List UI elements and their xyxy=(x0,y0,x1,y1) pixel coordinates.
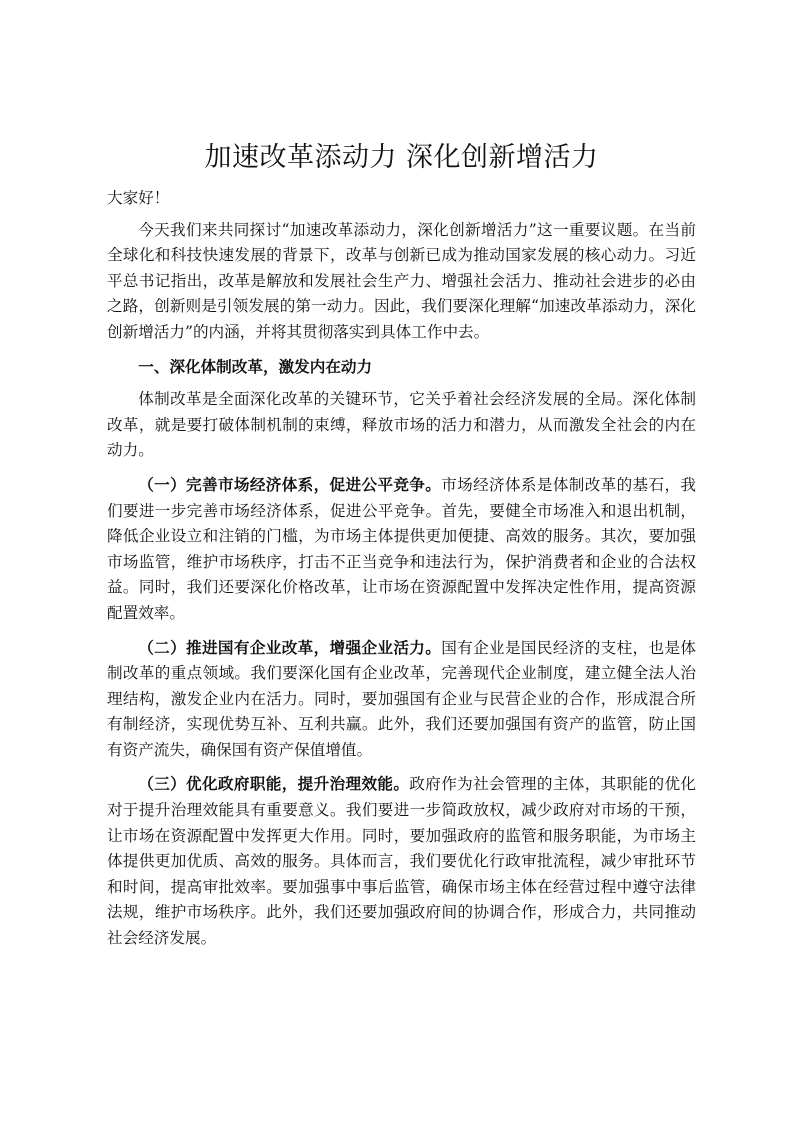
intro-paragraph: 今天我们来共同探讨“加速改革添动力，深化创新增活力”这一重要议题。在当前全球化和科技快速发展的背景下，改革与创新已成为推动国家发展的核心动力。习近平总书记指出，改革是解放和发展社会生产力、增强社会活力、推动社会进步的必由之路，创新则是引领发展的第一动力。因此，我们要深化理解“加速改革添动力，深化创新增活力”的内涵，并将其贯彻落实到具体工作中去。 xyxy=(107,220,696,341)
subsection-lead-1: （一）完善市场经济体系，促进公平竞争。 xyxy=(138,474,442,494)
greeting: 大家好！ xyxy=(107,189,170,207)
subsection-text-3: 政府作为社会管理的主体，其职能的优化对于提升治理效能具有重要意义。我们要进一步简政放权，减少政府对市场的干预，让市场在资源配置中发挥更大作用。同时，要加强政府的监管和服务职能，为市场主体提供更加优质、高效的服务。具体而言，我们要优化行政审批流程，减少审批环节和时间，提高审批效率。要加强事中事后监管，确保市场主体在经营过程中遵守法律法规，维护市场秩序。此外，我们还要加强政府间的协调合作，形成合力，共同推动社会经济发展。 xyxy=(107,775,696,948)
document-page xyxy=(107,136,696,960)
subsection-text-2: 国有企业是国民经济的支柱，也是体制改革的重点领域。我们要深化国有企业改革，完善现代企业制度，建立健全法人治理结构，激发企业内在活力。同时，要加强国有企业与民营企业的合作，形成混合所有制经济，实现优势互补、互利共赢。此外，我们还要加强国有资产的监管，防止国有资产流失，确保国有资产保值增值。 xyxy=(107,638,696,759)
subsection-lead-2: （二）推进国有企业改革，增强企业活力。 xyxy=(138,637,442,657)
section-body: 体制改革是全面深化改革的关键环节，它关乎着社会经济发展的全局。深化体制改革，就是要打破体制机制的束缚，释放市场的活力和潜力，从而激发全社会的内在动力。 xyxy=(107,390,696,460)
subsection-text-1: 市场经济体系是体制改革的基石，我们要进一步完善市场经济体系，促进公平竞争。首先，要健全市场准入和退出机制，降低企业设立和注销的门槛，为市场主体提供更加便捷、高效的服务。其次，要加强市场监管，维护市场秩序，打击不正当竞争和违法行为，保护消费者和企业的合法权益。同时，我们还要深化价格改革，让市场在资源配置中发挥决定性作用，提高资源配置效率。 xyxy=(107,475,696,622)
document-title: 加速改革添动力 深化创新增活力 xyxy=(204,142,599,173)
subsection-paragraph-2 xyxy=(107,635,696,764)
subsection-paragraph-3 xyxy=(107,771,696,951)
section-heading: 一、深化体制改革，激发内在动力 xyxy=(138,356,373,376)
subsection-paragraph-1 xyxy=(107,472,696,627)
subsection-lead-3: （三）优化政府职能，提升治理效能。 xyxy=(138,774,410,794)
